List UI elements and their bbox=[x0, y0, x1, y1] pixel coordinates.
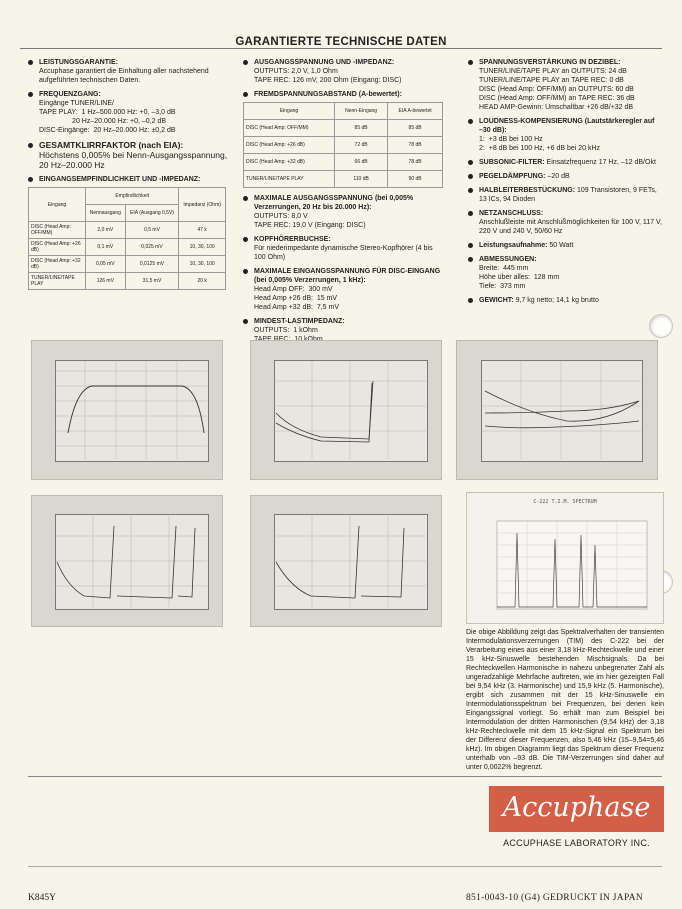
print-code-left: K845Y bbox=[28, 893, 56, 903]
pegel-heading: PEGELDÄMPFUNG: –20 dB bbox=[468, 172, 658, 181]
empf-heading: EINGANGSEMPFINDLICHKEIT UND -IMPEDANZ: bbox=[28, 175, 228, 184]
table-cell: DISC (Head Amp: +26 dB) bbox=[29, 239, 86, 256]
table-cell: 66 dB bbox=[335, 154, 388, 171]
table-cell: 126 mV bbox=[86, 273, 126, 290]
table-cell: DISC (Head Amp: +32 dB) bbox=[29, 256, 86, 273]
graph-thd-input-2-plot bbox=[251, 496, 441, 626]
halb-line: 13 ICs, 94 Dioden bbox=[479, 196, 536, 203]
last-heading: MINDEST-LASTIMPEDANZ: bbox=[243, 317, 448, 326]
table-row bbox=[29, 256, 226, 273]
table-cell: 31,5 mV bbox=[125, 273, 179, 290]
brand-logo bbox=[489, 786, 664, 832]
brand-logo-text: Accuphase bbox=[502, 792, 651, 823]
kopf-heading: KOPFHÖRERBUCHSE: bbox=[243, 235, 448, 244]
spec-column-3 bbox=[468, 58, 663, 310]
frequenz-heading: FREQUENZGANG: bbox=[28, 90, 228, 99]
klirr-line: 20 Hz–20.000 Hz bbox=[39, 160, 105, 170]
print-code-right: 851-0043-10 (G4) GEDRUCKT IN JAPAN bbox=[466, 893, 643, 903]
subs-heading: SUBSONIC-FILTER: Einsatzfrequenz 17 Hz, –12 dB/Okt bbox=[468, 158, 658, 167]
spec-column-1 bbox=[28, 58, 228, 296]
maxein-heading: MAXIMALE EINGANGSSPANNUNG FÜR DISC-EINGANG (bei 0,005% Verzerrungen, 1 kHz): bbox=[243, 267, 448, 285]
spec-column-2 bbox=[243, 58, 448, 349]
table-cell: 0,0125 mV bbox=[125, 256, 179, 273]
graph-thd-input-2 bbox=[250, 495, 442, 627]
table-cell: DISC (Head Amp: +26 dB) bbox=[244, 137, 335, 154]
abm-line: Höhe über alles: 128 mm bbox=[479, 274, 560, 281]
table-cell: DISC (Head Amp: OFF/MM) bbox=[244, 120, 335, 137]
table-row bbox=[244, 171, 443, 188]
subs-value: Einsatzfrequenz 17 Hz, –12 dB/Okt bbox=[546, 159, 656, 166]
table-cell: 110 dB bbox=[335, 171, 388, 188]
table-cell: 20 k bbox=[179, 273, 226, 290]
frequenz-line: TAPE PLAY: 1 Hz–500.000 Hz: +0, –3,0 dB bbox=[39, 109, 176, 116]
netz-heading: NETZANSCHLUSS: bbox=[468, 209, 658, 218]
graph-tim-spectrum-plot bbox=[467, 493, 663, 623]
table-cell: TUNER/LINE/TAPE PLAY bbox=[29, 273, 86, 290]
table-cell: 78 dB bbox=[388, 137, 443, 154]
table-cell: 0,5 mV bbox=[125, 222, 179, 239]
verst-line: HEAD AMP-Gewinn: Umschaltbar +26 dB/+32 dB bbox=[479, 104, 634, 111]
ausgang-line: TAPE REC: 126 mV, 200 Ohm (Eingang: DISC) bbox=[254, 77, 402, 84]
table-cell: 85 dB bbox=[388, 120, 443, 137]
table-cell: 72 dB bbox=[335, 137, 388, 154]
table-row bbox=[29, 222, 226, 239]
klirr-line: Höchstens 0,005% bei Nenn-Ausgangsspannung, bbox=[39, 150, 228, 160]
spectrum-description: Die obige Abbildung zeigt das Spektralverhalten der transienten Intermodulationsverzerrungen (TIM) des C-222 bei der Verarbeitung eines aus einer 3,18 kHz-Rechteckwelle und einer 15 kHz-Sinuswelle bestehenden Mischsignals. Da bei Rechteckwellen Harmonische in nahezu unbegrenzter Zahl als ungeradzahlige Mehrfache auftreten, wie im hier gezeigten Fall bei 9,54 kHz (3. Harmonische) und 15,9 kHz (5. Harmonische), ergibt sich zusammen mit der 15 kHz-Sinuswelle ein Intermodulationsspektrum bei Frequenzen, bei denen kein Eingangssignal vorliegt. So erhält man zum Beispiel bei Intermodulation der dritten Harmonischen (9,54 kHz) der 3,18 kHz-Rechteckwelle mit dem 15 kHz-Signal ein Spektrum bei der Differenz dieser Frequenzen, also 5,46 kHz (15–9,54=5,46 kHz). Im obigen Diagramm liegt das Spektrum dieser Frequenz unterhalb von –93 dB. Die TIM-Verzerrungen sind daher auf unter 0,0022% begrenzt. bbox=[466, 629, 664, 771]
kopf-line: 100 Ohm) bbox=[254, 254, 286, 261]
empf-table bbox=[28, 187, 226, 290]
table-cell: 10, 30, 100 bbox=[179, 239, 226, 256]
graph-thd-output bbox=[250, 340, 442, 480]
table-cell: 0,025 mV bbox=[125, 239, 179, 256]
loud-line: 2: +8 dB bei 100 Hz, +6 dB bei 20 kHz bbox=[479, 145, 601, 152]
halb-value: 109 Transistoren, 9 FETs, bbox=[577, 187, 657, 194]
maxaus-heading: MAXIMALE AUSGANGSSPANNUNG (bei 0,005% Verzerrungen, 20 Hz bis 20.000 Hz): bbox=[243, 194, 448, 212]
graph-frequency-response bbox=[31, 340, 223, 480]
verst-line: TUNER/LINE/TAPE PLAY an TAPE REC: 0 dB bbox=[479, 77, 624, 84]
table-cell: 2,0 mV bbox=[86, 222, 126, 239]
graph-thd-input-1-plot bbox=[32, 496, 222, 626]
table-cell: DISC (Head Amp: +32 dB) bbox=[244, 154, 335, 171]
fremd-heading: FREMDSPANNUNGSABSTAND (A-bewertet): bbox=[243, 90, 448, 99]
table-cell: 78 dB bbox=[388, 154, 443, 171]
table-header: Nennausgang bbox=[86, 205, 126, 222]
leist-value: 50 Watt bbox=[549, 242, 574, 249]
company-name: ACCUPHASE LABORATORY INC. bbox=[503, 838, 650, 848]
table-header: EIA (Ausgang 0,5V) bbox=[125, 205, 179, 222]
table-cell: 90 dB bbox=[388, 171, 443, 188]
klirr-heading: GESAMTKLIRRFAKTOR (nach EIA): bbox=[28, 140, 228, 150]
graph-loudness-plot bbox=[457, 341, 657, 479]
abm-heading: ABMESSUNGEN: bbox=[468, 255, 658, 264]
table-cell: DISC (Head Amp: OFF/MM) bbox=[29, 222, 86, 239]
table-header: Eingang bbox=[29, 188, 86, 222]
graph-thd-output-plot bbox=[251, 341, 441, 479]
pegel-value: –20 dB bbox=[547, 173, 570, 180]
frequenz-line: Eingänge TUNER/LINE/ bbox=[39, 100, 114, 107]
netz-line: 220 V und 240 V, 50/60 Hz bbox=[479, 228, 563, 235]
table-header: Eingang bbox=[244, 103, 335, 120]
title-rule bbox=[20, 48, 662, 49]
table-cell: 0,05 mV bbox=[86, 256, 126, 273]
table-row bbox=[244, 120, 443, 137]
table-row bbox=[244, 137, 443, 154]
graph-thd-input-1 bbox=[31, 495, 223, 627]
graph-loudness bbox=[456, 340, 658, 480]
verst-line: DISC (Head Amp: OFF/MM) an OUTPUTS: 60 dB bbox=[479, 86, 634, 93]
table-cell: 10, 30, 100 bbox=[179, 256, 226, 273]
maxein-line: Head Amp +32 dB: 7,5 mV bbox=[254, 304, 340, 311]
abm-line: Breite: 445 mm bbox=[479, 265, 529, 272]
verst-line: DISC (Head Amp: OFF/MM) an TAPE REC: 36 dB bbox=[479, 95, 635, 102]
graph-frequency-response-plot bbox=[32, 341, 222, 479]
maxaus-line: OUTPUTS: 8,0 V bbox=[254, 213, 308, 220]
ausgang-line: OUTPUTS: 2,0 V, 1,0 Ohm bbox=[254, 68, 338, 75]
halb-heading: HALBLEITERBESTÜCKUNG: 109 Transistoren, 9 FETs, bbox=[468, 186, 658, 195]
verst-line: TUNER/LINE/TAPE PLAY an OUTPUTS: 24 dB bbox=[479, 68, 627, 75]
frequenz-line: DISC-Eingänge: 20 Hz–20.000 Hz: ±0,2 dB bbox=[39, 127, 176, 134]
kopf-line: Für niederimpedante dynamische Stereo-Kopfhörer (4 bis bbox=[254, 245, 433, 252]
last-line: OUTPUTS: 1 kOhm bbox=[254, 327, 318, 334]
leist-heading: Leistungsaufnahme: 50 Watt bbox=[468, 241, 658, 250]
ausgang-heading: AUSGANGSSPANNUNG UND -IMPEDANZ: bbox=[243, 58, 448, 67]
table-header: EIA A-bewertet bbox=[388, 103, 443, 120]
netz-line: Anschlußleiste mit Anschlußmöglichkeiten für 100 V, 117 V, bbox=[479, 219, 663, 226]
footer-rule bbox=[28, 866, 662, 867]
fremd-table bbox=[243, 102, 443, 188]
verst-heading: SPANNUNGSVERSTÄRKUNG IN DEZIBEL: bbox=[468, 58, 658, 67]
bottom-rule bbox=[28, 776, 662, 777]
table-row bbox=[29, 239, 226, 256]
maxein-line: Head Amp OFF: 300 mV bbox=[254, 286, 333, 293]
table-cell: 0,1 mV bbox=[86, 239, 126, 256]
gew-value: 9,7 kg netto; 14,1 kg brutto bbox=[515, 297, 599, 304]
graph-tim-spectrum bbox=[466, 492, 664, 624]
leistung-heading: LEISTUNGSGARANTIE: bbox=[28, 58, 228, 67]
maxaus-line: TAPE REC: 19,0 V (Eingang: DISC) bbox=[254, 222, 366, 229]
maxein-line: Head Amp +26 dB: 15 mV bbox=[254, 295, 338, 302]
spectrum-caption: C-222 T.I.M. SPECTRUM bbox=[533, 499, 597, 505]
gew-heading: GEWICHT: 9,7 kg netto; 14,1 kg brutto bbox=[468, 296, 658, 305]
abm-line: Tiefe: 373 mm bbox=[479, 283, 526, 290]
table-cell: TUNER/LINE/TAPE PLAY bbox=[244, 171, 335, 188]
loud-line: 1: +3 dB bei 100 Hz bbox=[479, 136, 543, 143]
table-header: Nenn-Eingang bbox=[335, 103, 388, 120]
table-cell: 85 dB bbox=[335, 120, 388, 137]
page-title: GARANTIERTE TECHNISCHE DATEN bbox=[0, 36, 682, 48]
table-header: Impedanz (Ohm) bbox=[179, 188, 226, 222]
frequenz-line: 20 Hz–20.000 Hz: +0, –0,2 dB bbox=[39, 118, 167, 125]
binder-hole-top bbox=[649, 314, 673, 338]
table-cell: 47 k bbox=[179, 222, 226, 239]
loud-heading: LOUDNESS-KOMPENSIERUNG (Lautstärkeregler auf –30 dB): bbox=[468, 117, 658, 135]
leistung-text: Accuphase garantiert die Einhaltung aller nachstehend aufgeführten technischen Daten. bbox=[39, 68, 209, 84]
table-row bbox=[29, 273, 226, 290]
table-header: Empfindlichkeit bbox=[86, 188, 179, 205]
table-row bbox=[244, 154, 443, 171]
